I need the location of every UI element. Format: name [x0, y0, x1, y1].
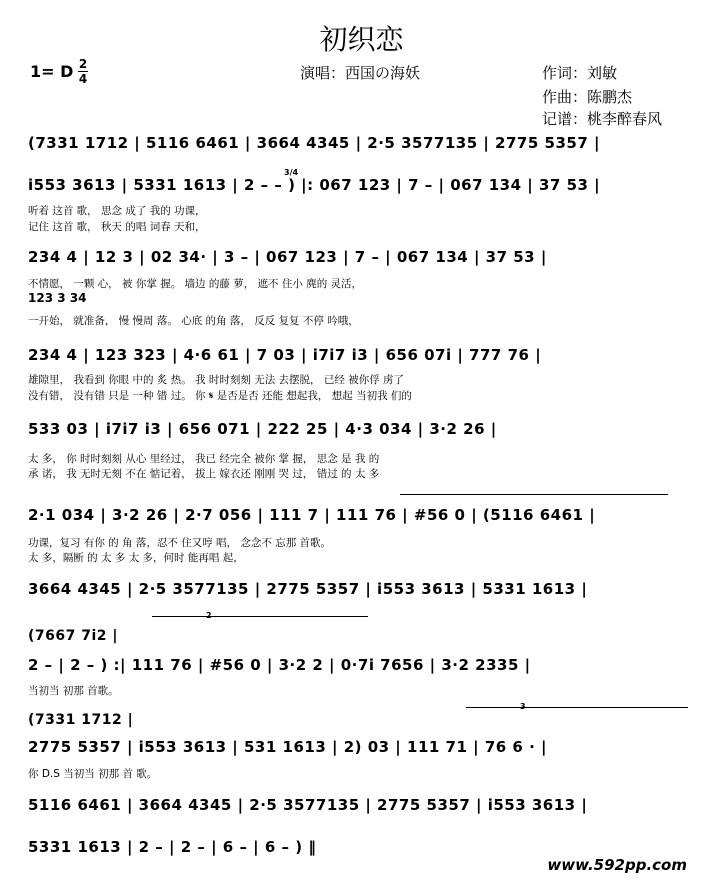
song-title: 初织恋 [319, 23, 404, 56]
site-watermark: www.592pp.com [547, 856, 687, 874]
lyric-row-5-verse-2: 承 诺， 我 无时无刻 不在 惦记着， 拔上 嫁衣还 刚刚 哭 过， 错过 的 太 多 [28, 468, 380, 480]
time-signature [78, 58, 88, 85]
time-signature-bottom: 4 [78, 72, 88, 86]
lyric-row-4-verse-2: 没有错， 没有错 只是 一种 错 过。 你 𝄋 是否是否 还能 想起我， 想起 当初我 们的 [28, 390, 412, 402]
lyricist-credit: 作词：刘敏 [542, 64, 618, 82]
notation-row-11: 2775 5357 | i553 3613 | 531 1613 | 2) 03 | 111 71 | 76 6 · | [28, 738, 547, 756]
third-ending-bracket [466, 707, 688, 708]
singer-credit: 演唱：西国の海妖 [300, 64, 421, 82]
notation-row-4: 234 4 | 123 323 | 4·6 61 | 7 03 | i7i7 i3 | 656 07i | 777 76 | [28, 346, 542, 364]
third-ending-label: 3 [520, 702, 526, 711]
meter-change-label: 3/4 [284, 168, 299, 177]
time-signature-top: 2 [78, 57, 88, 71]
notation-row-13: 5331 1613 | 2 – | 2 – | 6 – | 6 – ) ‖ [28, 838, 317, 856]
key-signature: 1= D [30, 62, 74, 81]
notation-row-5: 533 03 | i7i7 i3 | 656 071 | 222 25 | 4·3 034 | 3·2 26 | [28, 420, 497, 438]
second-ending-bracket [152, 616, 368, 617]
lyric-row-4-verse-1: 雄隙里， 我看到 你眼 中的 炙 热。 我 时时刻刻 无法 去摆脱， 已经 被你俘 虏了 [28, 374, 405, 386]
notation-row-9: 2 – | 2 – ) :| 111 76 | #56 0 | 3·2 2 | 0·7i 7656 | 3·2 2335 | [28, 656, 531, 674]
composer-credit: 作曲：陈鹏杰 [542, 88, 633, 106]
lyric-row-3-verse-1: 不情愿， 一颗 心， 被 你掌 握。 墙边 的藤 萝， 遮不 住小 麂的 灵活， [28, 278, 363, 290]
lyric-row-2-verse-1: 听着 这首 歌， 思念 成了 我的 功课， [28, 205, 206, 217]
notation-row-1: (7331 1712 | 5116 6461 | 3664 4345 | 2·5 3577135 | 2775 5357 | [28, 134, 600, 152]
notation-row-7: 3664 4345 | 2·5 3577135 | 2775 5357 | i553 3613 | 5331 1613 | [28, 580, 588, 598]
notation-row-12: 5116 6461 | 3664 4345 | 2·5 3577135 | 2775 5357 | i553 3613 | [28, 796, 588, 814]
lyric-row-2-verse-2: 记住 这首 歌， 秋天 的唱 词春 天和， [28, 221, 206, 233]
notation-row-3: 234 4 | 12 3 | 02 34· | 3 – | 067 123 | 7 – | 067 134 | 37 53 | [28, 248, 547, 266]
notation-row-2: i553 3613 | 5331 1613 | 2 – – ) |: 067 123 | 7 – | 067 134 | 37 53 | [28, 176, 601, 194]
lyric-row-6-verse-1: 功课，复习 有你 的 角 落，忍不 住又哼 唱， 念念不 忘那 首歌。 [28, 537, 332, 549]
lyric-row-11: 你 D.S 当初当 初那 首 歌。 [28, 768, 158, 780]
notation-row-10-alternate: (7331 1712 | [28, 712, 134, 728]
volta-bracket-row-6 [400, 494, 668, 495]
lyric-row-5-verse-1: 太 多， 你 时时刻刻 从心 里经过， 我已 经完全 被你 掌 握， 思念 是 我 的 [28, 453, 380, 465]
second-ending-label: 2 [206, 611, 212, 620]
transcriber-credit: 记谱：桃李醉春风 [542, 110, 663, 128]
lyric-row-9: 当初当 初那 首歌。 [28, 685, 119, 697]
lyric-row-3-verse-2: 一开始， 就准备， 慢 慢周 落。 心底 的角 落， 反反 复复 不停 吟哦， [28, 315, 359, 327]
lyric-row-6-verse-2: 太 多，隔断 的 太 多 太 多，何时 能再唱 起， [28, 552, 244, 564]
notation-row-6: 2·1 034 | 3·2 26 | 2·7 056 | 111 7 | 111 76 | #56 0 | (5116 6461 | [28, 506, 596, 524]
lyric-row-3-alt-notes: 123 3 34 [28, 291, 87, 305]
notation-row-8-alternate: (7667 7i2 | [28, 628, 119, 644]
